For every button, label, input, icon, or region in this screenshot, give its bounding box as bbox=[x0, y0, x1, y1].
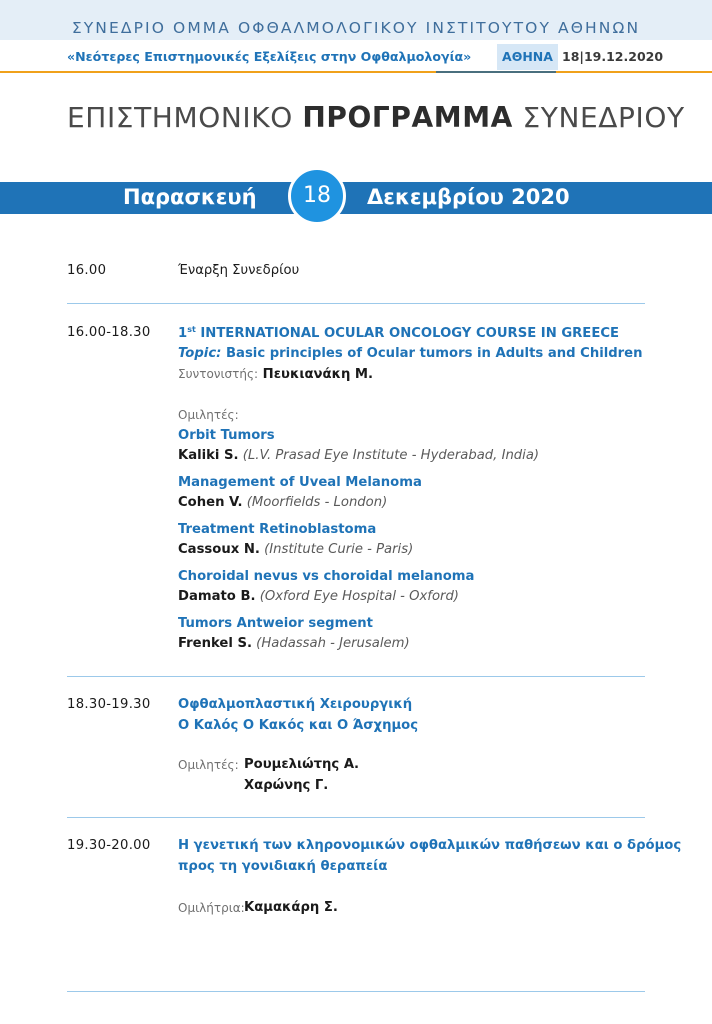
session-time: 19.30-20.00 bbox=[67, 838, 151, 853]
speaker-name: Καμακάρη Σ. bbox=[244, 900, 338, 915]
topic-text: Basic principles of Ocular tumors in Adults and Children bbox=[221, 346, 643, 361]
session-topic bbox=[178, 346, 643, 361]
talk-title: Choroidal nevus vs choroidal melanoma bbox=[178, 569, 475, 584]
city-label: ΑΘΗΝΑ bbox=[502, 49, 553, 64]
conference-title: ΣΥΝΕΔΡΙΟ ΟΜΜΑ ΟΦΘΑΛΜΟΛΟΓΙΚΟΥ ΙΝΣΤΙΤΟΥΤΟΥ ΑΘΗΝΩΝ bbox=[71, 19, 641, 37]
talk-speaker bbox=[178, 636, 410, 651]
talk-title: Tumors Antweior segment bbox=[178, 616, 373, 631]
talk-title: Management of Uveal Melanoma bbox=[178, 475, 422, 490]
speaker-name: Χαρώνης Γ. bbox=[244, 778, 329, 793]
session-divider bbox=[67, 303, 645, 304]
header-divider-accent bbox=[436, 71, 556, 73]
day-month-year: Δεκεμβρίου 2020 bbox=[367, 185, 570, 209]
session-divider bbox=[67, 817, 645, 818]
page-title-part2: ΣΥΝΕΔΡΙΟΥ bbox=[512, 101, 685, 134]
session-title-line1: Η γενετική των κληρονομικών οφθαλμικών παθήσεων και ο δρόμος bbox=[178, 838, 682, 853]
speaker-name: Frenkel S. bbox=[178, 636, 252, 651]
page-title-part1: ΕΠΙΣΤΗΜΟΝΙΚΟ bbox=[67, 101, 303, 134]
speaker-name: Cohen V. bbox=[178, 495, 243, 510]
conference-dates: 18|19.12.2020 bbox=[562, 49, 664, 64]
coordinator-name: Πευκιανάκη Μ. bbox=[258, 367, 374, 382]
session-time: 16.00 bbox=[67, 263, 107, 278]
session-time: 16.00-18.30 bbox=[67, 325, 151, 340]
session-title-sup: st bbox=[187, 325, 196, 334]
coordinator-label: Συντονιστής: bbox=[178, 367, 259, 381]
speaker-name: Ρουμελιώτης Α. bbox=[244, 757, 360, 772]
speaker-name: Damato B. bbox=[178, 589, 256, 604]
session-title-line2: Ο Καλός Ο Κακός και Ο Άσχημος bbox=[178, 718, 419, 733]
day-banner bbox=[0, 182, 712, 214]
session-title-rest: INTERNATIONAL OCULAR ONCOLOGY COURSE IN GREECE bbox=[195, 326, 620, 341]
speaker-affiliation: (Moorfields - London) bbox=[242, 495, 388, 510]
session-title-line2: προς τη γονιδιακή θεραπεία bbox=[178, 859, 388, 874]
talk-speaker bbox=[178, 542, 413, 557]
header-divider bbox=[0, 71, 712, 73]
session-divider bbox=[67, 991, 645, 992]
session-title bbox=[178, 325, 619, 341]
session-title: Έναρξη Συνεδρίου bbox=[178, 263, 300, 278]
topic-label: Topic: bbox=[178, 346, 222, 361]
speakers-label: Ομιλήτρια: bbox=[178, 901, 245, 915]
session-title-line1: Οφθαλμοπλαστική Χειρουργική bbox=[178, 697, 413, 712]
speakers-label: Ομιλητές: bbox=[178, 408, 239, 422]
speaker-affiliation: (Oxford Eye Hospital - Oxford) bbox=[255, 589, 459, 604]
day-number: 18 bbox=[303, 183, 331, 208]
conference-subtitle: «Νεότερες Επιστημονικές Εξελίξεις στην Οφθαλμολογία» bbox=[67, 49, 472, 64]
talk-speaker bbox=[178, 495, 387, 510]
talk-title: Treatment Retinoblastoma bbox=[178, 522, 377, 537]
talk-speaker bbox=[178, 448, 539, 463]
session-title-num: 1 bbox=[178, 326, 188, 341]
page-title bbox=[67, 101, 685, 134]
session-divider bbox=[67, 676, 645, 677]
speaker-affiliation: (Hadassah - Jerusalem) bbox=[251, 636, 410, 651]
talk-speaker bbox=[178, 589, 459, 604]
session-time: 18.30-19.30 bbox=[67, 697, 151, 712]
talk-title: Orbit Tumors bbox=[178, 428, 275, 443]
speakers-label: Ομιλητές: bbox=[178, 758, 239, 772]
day-weekday: Παρασκευή bbox=[123, 185, 257, 209]
speaker-affiliation: (Institute Curie - Paris) bbox=[259, 542, 414, 557]
speaker-affiliation: (L.V. Prasad Eye Institute - Hyderabad, India) bbox=[238, 448, 540, 463]
speaker-name: Kaliki S. bbox=[178, 448, 239, 463]
speaker-name: Cassoux N. bbox=[178, 542, 260, 557]
session-coordinator bbox=[178, 367, 373, 382]
page-title-bold: ΠΡΟΓΡΑΜΜΑ bbox=[302, 101, 513, 134]
